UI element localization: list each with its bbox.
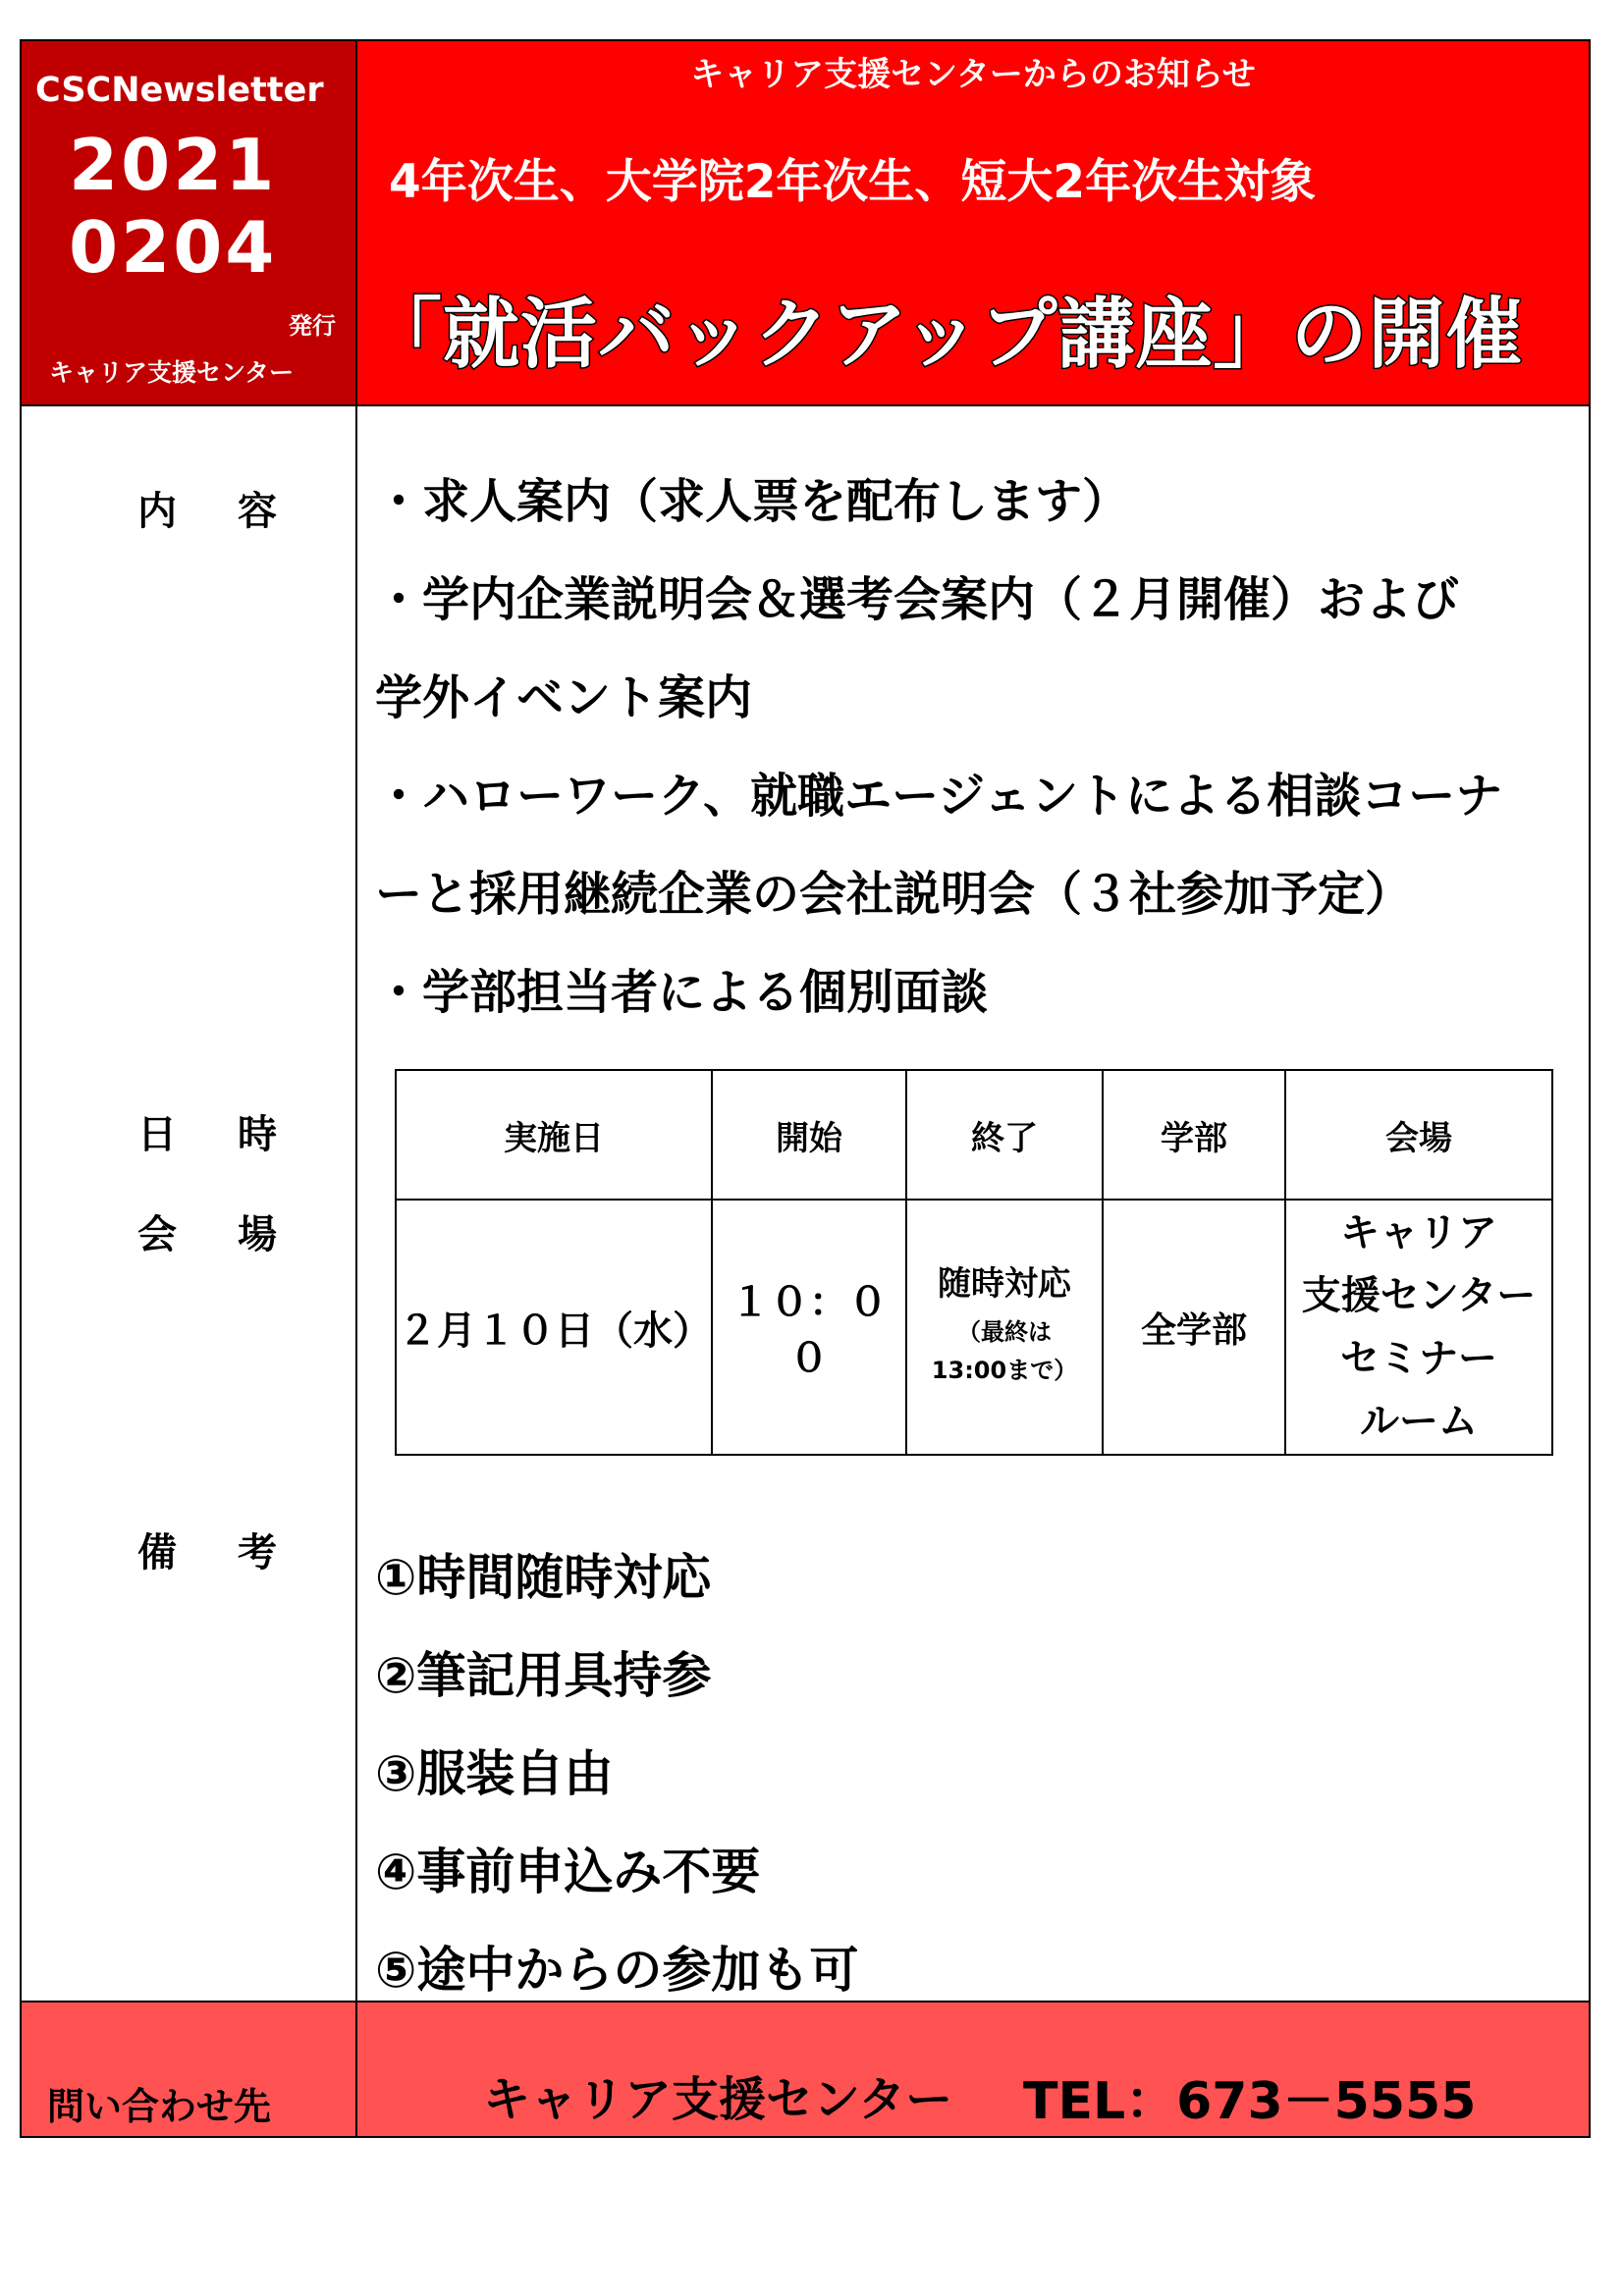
schedule-table (395, 1069, 1553, 1456)
content-item: ・学部担当者による個別面談 (375, 965, 989, 1020)
note-item: ④事前申込み不要 (375, 1843, 761, 1900)
content-item: ーと採用継続企業の会社説明会（３社参加予定） (375, 867, 1413, 922)
contact-center: キャリア支援センター (483, 2072, 953, 2127)
issued-label: 発行 (289, 312, 336, 340)
newsletter-id-block (22, 41, 357, 406)
venue-line: 支援センター (1301, 1273, 1537, 1318)
note-item: ②筆記用具持参 (375, 1647, 712, 1704)
end-note-line1: （最終は (957, 1318, 1052, 1347)
headline-block (357, 41, 1589, 406)
col-header-faculty: 学部 (1103, 1070, 1285, 1200)
content-item: ・ハローワーク、就職エージェントによる相談コーナ (375, 769, 1503, 824)
notice-line: キャリア支援センターからのお知らせ (690, 55, 1256, 94)
end-note (908, 1313, 1101, 1389)
label-datetime: 日時 (137, 1112, 338, 1157)
event-title: 「就活バックアップ講座」の開催 (365, 291, 1524, 379)
cell-end (906, 1200, 1103, 1455)
col-header-start: 開始 (712, 1070, 906, 1200)
note-item: ⑤途中からの参加も可 (375, 1942, 859, 1999)
end-note-line2: 13:00まで） (931, 1356, 1078, 1384)
col-header-venue: 会場 (1285, 1070, 1552, 1200)
end-main: 随時対応 (938, 1264, 1071, 1305)
col-header-date: 実施日 (396, 1070, 712, 1200)
col-header-end: 終了 (906, 1070, 1103, 1200)
venue-line: キャリア (1340, 1210, 1497, 1255)
note-item: ③服装自由 (375, 1745, 614, 1802)
label-notes: 備考 (137, 1530, 338, 1575)
cell-faculty: 全学部 (1103, 1200, 1285, 1455)
note-item: ①時間随時対応 (375, 1549, 712, 1606)
cell-start: １０：００ (712, 1200, 906, 1455)
cell-date: ２月１０日（水） (396, 1200, 712, 1455)
contact-label: 問い合わせ先 (47, 2085, 272, 2128)
contact-footer (22, 2002, 1589, 2136)
newsletter-name: CSCNewsletter (35, 71, 324, 110)
header-divider (22, 404, 1589, 406)
content-item: 学外イベント案内 (375, 670, 753, 725)
table-header-row (396, 1070, 1552, 1200)
label-content: 内容 (137, 489, 338, 534)
column-divider (355, 406, 357, 2002)
issuer-name: キャリア支援センター (49, 358, 295, 387)
table-row (396, 1200, 1552, 1455)
label-venue: 会場 (137, 1212, 338, 1257)
target-audience: 4年次生、大学院2年次生、短大2年次生対象 (389, 155, 1317, 209)
content-item: ・学内企業説明会＆選考会案内（２月開催）および (375, 572, 1460, 627)
venue-line: ルーム (1360, 1399, 1478, 1444)
issue-date: 0204 (69, 206, 278, 289)
content-item: ・求人案内（求人票を配布します） (375, 474, 1130, 529)
issue-year: 2021 (69, 124, 278, 206)
venue-line: セミナー (1340, 1336, 1497, 1381)
contact-phone: TEL：673－5555 (1023, 2072, 1477, 2131)
newsletter-frame (20, 39, 1591, 2138)
cell-venue (1285, 1200, 1552, 1455)
footer-column-divider (355, 2002, 357, 2136)
